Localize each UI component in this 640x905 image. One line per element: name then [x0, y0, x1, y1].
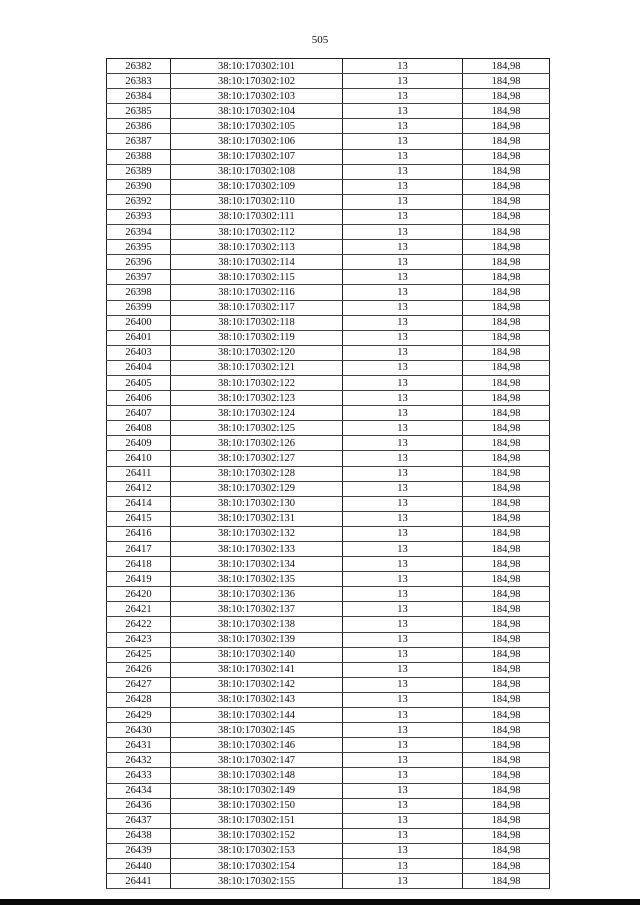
cadastral-number-cell: 38:10:170302:130	[171, 496, 343, 511]
table-row	[107, 481, 550, 496]
code-cell: 13	[343, 557, 463, 572]
row-number-cell: 26400	[107, 315, 171, 330]
cadastral-number-cell: 38:10:170302:141	[171, 662, 343, 677]
row-number-cell: 26439	[107, 843, 171, 858]
row-number-cell: 26403	[107, 345, 171, 360]
cadastral-number-cell: 38:10:170302:112	[171, 225, 343, 240]
value-cell: 184,98	[463, 315, 550, 330]
cadastral-number-cell: 38:10:170302:127	[171, 451, 343, 466]
table-row	[107, 602, 550, 617]
table-row	[107, 360, 550, 375]
table-row	[107, 828, 550, 843]
value-cell: 184,98	[463, 285, 550, 300]
value-cell: 184,98	[463, 345, 550, 360]
row-number-cell: 26428	[107, 692, 171, 707]
row-number-cell: 26409	[107, 436, 171, 451]
row-number-cell: 26423	[107, 632, 171, 647]
code-cell: 13	[343, 768, 463, 783]
value-cell: 184,98	[463, 134, 550, 149]
code-cell: 13	[343, 360, 463, 375]
code-cell: 13	[343, 436, 463, 451]
value-cell: 184,98	[463, 164, 550, 179]
code-cell: 13	[343, 526, 463, 541]
value-cell: 184,98	[463, 466, 550, 481]
cadastral-number-cell: 38:10:170302:152	[171, 828, 343, 843]
code-cell: 13	[343, 345, 463, 360]
table-row	[107, 421, 550, 436]
value-cell: 184,98	[463, 179, 550, 194]
table-row	[107, 406, 550, 421]
row-number-cell: 26385	[107, 104, 171, 119]
row-number-cell: 26383	[107, 74, 171, 89]
code-cell: 13	[343, 723, 463, 738]
table-row	[107, 526, 550, 541]
table-row	[107, 542, 550, 557]
cadastral-number-cell: 38:10:170302:128	[171, 466, 343, 481]
value-cell: 184,98	[463, 481, 550, 496]
table-row	[107, 768, 550, 783]
row-number-cell: 26389	[107, 164, 171, 179]
table-row	[107, 391, 550, 406]
code-cell: 13	[343, 828, 463, 843]
table-row	[107, 738, 550, 753]
code-cell: 13	[343, 632, 463, 647]
table-row	[107, 496, 550, 511]
value-cell: 184,98	[463, 526, 550, 541]
code-cell: 13	[343, 194, 463, 209]
cadastral-number-cell: 38:10:170302:149	[171, 783, 343, 798]
value-cell: 184,98	[463, 738, 550, 753]
cadastral-number-cell: 38:10:170302:136	[171, 587, 343, 602]
row-number-cell: 26384	[107, 89, 171, 104]
cadastral-number-cell: 38:10:170302:118	[171, 315, 343, 330]
code-cell: 13	[343, 617, 463, 632]
cadastral-number-cell: 38:10:170302:123	[171, 391, 343, 406]
row-number-cell: 26386	[107, 119, 171, 134]
table-row	[107, 874, 550, 889]
code-cell: 13	[343, 813, 463, 828]
row-number-cell: 26387	[107, 134, 171, 149]
code-cell: 13	[343, 406, 463, 421]
row-number-cell: 26407	[107, 406, 171, 421]
cadastral-number-cell: 38:10:170302:116	[171, 285, 343, 300]
row-number-cell: 26431	[107, 738, 171, 753]
code-cell: 13	[343, 225, 463, 240]
cadastral-number-cell: 38:10:170302:153	[171, 843, 343, 858]
row-number-cell: 26421	[107, 602, 171, 617]
row-number-cell: 26412	[107, 481, 171, 496]
value-cell: 184,98	[463, 89, 550, 104]
table-row	[107, 315, 550, 330]
value-cell: 184,98	[463, 647, 550, 662]
value-cell: 184,98	[463, 421, 550, 436]
row-number-cell: 26388	[107, 149, 171, 164]
value-cell: 184,98	[463, 813, 550, 828]
table-row	[107, 179, 550, 194]
row-number-cell: 26396	[107, 255, 171, 270]
row-number-cell: 26436	[107, 798, 171, 813]
code-cell: 13	[343, 179, 463, 194]
table-row	[107, 723, 550, 738]
cadastral-number-cell: 38:10:170302:117	[171, 300, 343, 315]
cadastral-number-cell: 38:10:170302:142	[171, 677, 343, 692]
scan-bottom-edge	[0, 899, 640, 905]
value-cell: 184,98	[463, 255, 550, 270]
row-number-cell: 26426	[107, 662, 171, 677]
table-row	[107, 632, 550, 647]
code-cell: 13	[343, 647, 463, 662]
code-cell: 13	[343, 119, 463, 134]
row-number-cell: 26422	[107, 617, 171, 632]
cadastral-number-cell: 38:10:170302:125	[171, 421, 343, 436]
value-cell: 184,98	[463, 843, 550, 858]
cadastral-number-cell: 38:10:170302:114	[171, 255, 343, 270]
cadastral-number-cell: 38:10:170302:135	[171, 572, 343, 587]
code-cell: 13	[343, 602, 463, 617]
value-cell: 184,98	[463, 391, 550, 406]
value-cell: 184,98	[463, 149, 550, 164]
code-cell: 13	[343, 89, 463, 104]
row-number-cell: 26390	[107, 179, 171, 194]
table-row	[107, 587, 550, 602]
value-cell: 184,98	[463, 360, 550, 375]
table-row	[107, 511, 550, 526]
value-cell: 184,98	[463, 194, 550, 209]
value-cell: 184,98	[463, 496, 550, 511]
code-cell: 13	[343, 375, 463, 390]
table-row	[107, 572, 550, 587]
cadastral-number-cell: 38:10:170302:124	[171, 406, 343, 421]
code-cell: 13	[343, 255, 463, 270]
row-number-cell: 26411	[107, 466, 171, 481]
table-row	[107, 209, 550, 224]
table-row	[107, 89, 550, 104]
cadastral-number-cell: 38:10:170302:122	[171, 375, 343, 390]
value-cell: 184,98	[463, 753, 550, 768]
table-row	[107, 375, 550, 390]
code-cell: 13	[343, 738, 463, 753]
code-cell: 13	[343, 708, 463, 723]
code-cell: 13	[343, 677, 463, 692]
row-number-cell: 26432	[107, 753, 171, 768]
value-cell: 184,98	[463, 451, 550, 466]
row-number-cell: 26398	[107, 285, 171, 300]
table-row	[107, 436, 550, 451]
cadastral-number-cell: 38:10:170302:148	[171, 768, 343, 783]
cadastral-number-cell: 38:10:170302:132	[171, 526, 343, 541]
table-row	[107, 119, 550, 134]
table-row	[107, 858, 550, 873]
value-cell: 184,98	[463, 542, 550, 557]
table-row	[107, 330, 550, 345]
row-number-cell: 26417	[107, 542, 171, 557]
cadastral-number-cell: 38:10:170302:133	[171, 542, 343, 557]
table-row	[107, 59, 550, 74]
cadastral-number-cell: 38:10:170302:138	[171, 617, 343, 632]
cadastral-number-cell: 38:10:170302:131	[171, 511, 343, 526]
value-cell: 184,98	[463, 768, 550, 783]
value-cell: 184,98	[463, 104, 550, 119]
cadastral-number-cell: 38:10:170302:151	[171, 813, 343, 828]
code-cell: 13	[343, 164, 463, 179]
row-number-cell: 26441	[107, 874, 171, 889]
code-cell: 13	[343, 104, 463, 119]
cadastral-number-cell: 38:10:170302:119	[171, 330, 343, 345]
table-row	[107, 677, 550, 692]
code-cell: 13	[343, 798, 463, 813]
code-cell: 13	[343, 209, 463, 224]
value-cell: 184,98	[463, 602, 550, 617]
value-cell: 184,98	[463, 59, 550, 74]
table-row	[107, 285, 550, 300]
value-cell: 184,98	[463, 677, 550, 692]
code-cell: 13	[343, 511, 463, 526]
table-row	[107, 843, 550, 858]
row-number-cell: 26434	[107, 783, 171, 798]
code-cell: 13	[343, 572, 463, 587]
value-cell: 184,98	[463, 300, 550, 315]
cadastral-number-cell: 38:10:170302:103	[171, 89, 343, 104]
value-cell: 184,98	[463, 632, 550, 647]
row-number-cell: 26406	[107, 391, 171, 406]
table-row	[107, 557, 550, 572]
table-row	[107, 345, 550, 360]
table-row	[107, 300, 550, 315]
row-number-cell: 26414	[107, 496, 171, 511]
row-number-cell: 26393	[107, 209, 171, 224]
cadastral-number-cell: 38:10:170302:126	[171, 436, 343, 451]
cadastral-number-cell: 38:10:170302:155	[171, 874, 343, 889]
value-cell: 184,98	[463, 330, 550, 345]
code-cell: 13	[343, 587, 463, 602]
value-cell: 184,98	[463, 270, 550, 285]
cadastral-number-cell: 38:10:170302:105	[171, 119, 343, 134]
table-row	[107, 692, 550, 707]
cadastral-number-cell: 38:10:170302:129	[171, 481, 343, 496]
row-number-cell: 26397	[107, 270, 171, 285]
cadastral-number-cell: 38:10:170302:120	[171, 345, 343, 360]
table-row	[107, 164, 550, 179]
cadastral-number-cell: 38:10:170302:113	[171, 240, 343, 255]
value-cell: 184,98	[463, 874, 550, 889]
code-cell: 13	[343, 300, 463, 315]
value-cell: 184,98	[463, 240, 550, 255]
value-cell: 184,98	[463, 225, 550, 240]
code-cell: 13	[343, 315, 463, 330]
row-number-cell: 26401	[107, 330, 171, 345]
table-row	[107, 662, 550, 677]
cadastral-number-cell: 38:10:170302:102	[171, 74, 343, 89]
value-cell: 184,98	[463, 209, 550, 224]
code-cell: 13	[343, 74, 463, 89]
table-row	[107, 149, 550, 164]
value-cell: 184,98	[463, 617, 550, 632]
code-cell: 13	[343, 240, 463, 255]
cadastral-number-cell: 38:10:170302:110	[171, 194, 343, 209]
cadastral-number-cell: 38:10:170302:109	[171, 179, 343, 194]
code-cell: 13	[343, 285, 463, 300]
row-number-cell: 26410	[107, 451, 171, 466]
code-cell: 13	[343, 149, 463, 164]
row-number-cell: 26415	[107, 511, 171, 526]
row-number-cell: 26392	[107, 194, 171, 209]
code-cell: 13	[343, 451, 463, 466]
value-cell: 184,98	[463, 119, 550, 134]
cadastral-number-cell: 38:10:170302:144	[171, 708, 343, 723]
table-row	[107, 240, 550, 255]
cadastral-number-cell: 38:10:170302:145	[171, 723, 343, 738]
table-row	[107, 813, 550, 828]
row-number-cell: 26430	[107, 723, 171, 738]
row-number-cell: 26399	[107, 300, 171, 315]
cadastral-number-cell: 38:10:170302:139	[171, 632, 343, 647]
row-number-cell: 26427	[107, 677, 171, 692]
cadastral-number-cell: 38:10:170302:106	[171, 134, 343, 149]
cadastral-number-cell: 38:10:170302:146	[171, 738, 343, 753]
table-row	[107, 466, 550, 481]
value-cell: 184,98	[463, 511, 550, 526]
value-cell: 184,98	[463, 557, 550, 572]
cadastral-number-cell: 38:10:170302:111	[171, 209, 343, 224]
table-row	[107, 104, 550, 119]
value-cell: 184,98	[463, 723, 550, 738]
cadastral-number-cell: 38:10:170302:107	[171, 149, 343, 164]
cadastral-number-cell: 38:10:170302:140	[171, 647, 343, 662]
code-cell: 13	[343, 481, 463, 496]
code-cell: 13	[343, 858, 463, 873]
value-cell: 184,98	[463, 406, 550, 421]
table-row	[107, 194, 550, 209]
cadastral-number-cell: 38:10:170302:108	[171, 164, 343, 179]
table-row	[107, 617, 550, 632]
row-number-cell: 26405	[107, 375, 171, 390]
table-row	[107, 451, 550, 466]
table-row	[107, 74, 550, 89]
row-number-cell: 26382	[107, 59, 171, 74]
code-cell: 13	[343, 783, 463, 798]
code-cell: 13	[343, 421, 463, 436]
registry-table	[106, 58, 550, 889]
table-row	[107, 647, 550, 662]
table-row	[107, 270, 550, 285]
cadastral-number-cell: 38:10:170302:134	[171, 557, 343, 572]
row-number-cell: 26408	[107, 421, 171, 436]
value-cell: 184,98	[463, 587, 550, 602]
cadastral-number-cell: 38:10:170302:104	[171, 104, 343, 119]
row-number-cell: 26425	[107, 647, 171, 662]
registry-table-body	[107, 59, 550, 889]
code-cell: 13	[343, 496, 463, 511]
cadastral-number-cell: 38:10:170302:154	[171, 858, 343, 873]
code-cell: 13	[343, 662, 463, 677]
cadastral-number-cell: 38:10:170302:101	[171, 59, 343, 74]
value-cell: 184,98	[463, 436, 550, 451]
value-cell: 184,98	[463, 708, 550, 723]
table-row	[107, 708, 550, 723]
code-cell: 13	[343, 59, 463, 74]
value-cell: 184,98	[463, 692, 550, 707]
value-cell: 184,98	[463, 783, 550, 798]
value-cell: 184,98	[463, 375, 550, 390]
row-number-cell: 26429	[107, 708, 171, 723]
row-number-cell: 26420	[107, 587, 171, 602]
code-cell: 13	[343, 270, 463, 285]
row-number-cell: 26395	[107, 240, 171, 255]
row-number-cell: 26433	[107, 768, 171, 783]
table-row	[107, 783, 550, 798]
table-row	[107, 255, 550, 270]
value-cell: 184,98	[463, 662, 550, 677]
code-cell: 13	[343, 692, 463, 707]
table-row	[107, 798, 550, 813]
table-row	[107, 225, 550, 240]
value-cell: 184,98	[463, 858, 550, 873]
table-row	[107, 753, 550, 768]
row-number-cell: 26419	[107, 572, 171, 587]
code-cell: 13	[343, 753, 463, 768]
code-cell: 13	[343, 391, 463, 406]
cadastral-number-cell: 38:10:170302:115	[171, 270, 343, 285]
cadastral-number-cell: 38:10:170302:121	[171, 360, 343, 375]
row-number-cell: 26418	[107, 557, 171, 572]
code-cell: 13	[343, 843, 463, 858]
cadastral-number-cell: 38:10:170302:150	[171, 798, 343, 813]
cadastral-number-cell: 38:10:170302:143	[171, 692, 343, 707]
row-number-cell: 26437	[107, 813, 171, 828]
code-cell: 13	[343, 134, 463, 149]
code-cell: 13	[343, 466, 463, 481]
row-number-cell: 26440	[107, 858, 171, 873]
value-cell: 184,98	[463, 798, 550, 813]
table-row	[107, 134, 550, 149]
row-number-cell: 26394	[107, 225, 171, 240]
row-number-cell: 26404	[107, 360, 171, 375]
cadastral-number-cell: 38:10:170302:137	[171, 602, 343, 617]
row-number-cell: 26438	[107, 828, 171, 843]
page-number: 505	[311, 34, 329, 46]
code-cell: 13	[343, 542, 463, 557]
row-number-cell: 26416	[107, 526, 171, 541]
cadastral-number-cell: 38:10:170302:147	[171, 753, 343, 768]
value-cell: 184,98	[463, 74, 550, 89]
code-cell: 13	[343, 874, 463, 889]
value-cell: 184,98	[463, 572, 550, 587]
value-cell: 184,98	[463, 828, 550, 843]
code-cell: 13	[343, 330, 463, 345]
